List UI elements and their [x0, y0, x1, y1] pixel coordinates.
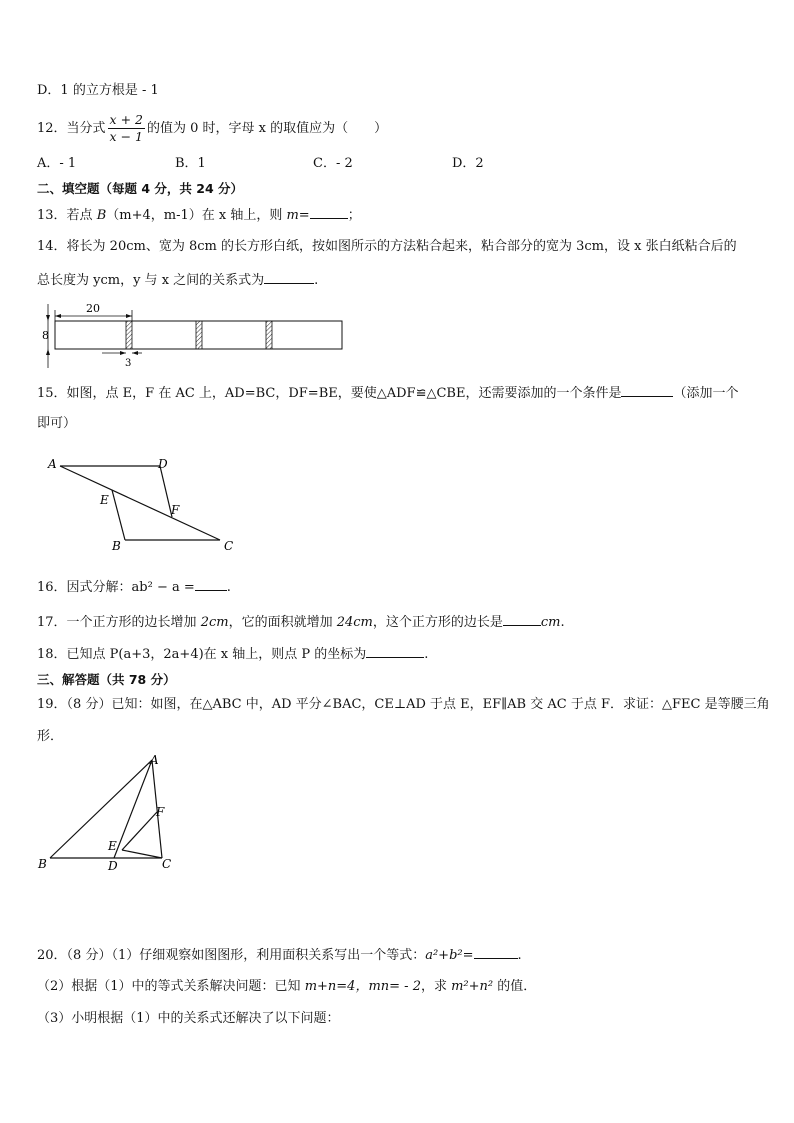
question-14-line-1: 14．将长为 20cm、宽为 8cm 的长方形白纸，按如图所示的方法粘合起来，粘合部分的宽为 3cm，设 x 张白纸粘合后的 [37, 239, 737, 254]
q17-unit: cm [540, 615, 561, 630]
q20-line-1-end: . [517, 948, 522, 963]
figure-14-paper-strip [36, 298, 348, 368]
question-20-line-2 [37, 978, 536, 996]
q12-numerator: x + 2 [109, 112, 143, 127]
q20-line-2-b: ，求 [420, 979, 452, 994]
question-14-line-2 [37, 271, 318, 290]
question-20-line-3: （3）小明根据（1）中的关系式还解决了以下问题： [37, 1011, 340, 1026]
q16-text: 16．因式分解：ab² − a = [37, 580, 195, 595]
section-3-title: 三、解答题（共 78 分） [37, 672, 176, 687]
q18-text: 18．已知点 P(a+3，2a+4)在 x 轴上，则点 P 的坐标为 [37, 647, 367, 662]
section-2-title: 二、填空题（每题 4 分，共 24 分） [37, 181, 244, 196]
q18-end: . [424, 647, 429, 662]
question-13 [37, 206, 361, 225]
point-D-label: D [108, 859, 118, 873]
q15-answer-blank [621, 384, 673, 397]
point-C-label: C [162, 857, 172, 871]
q20-equation: a²+b²= [425, 948, 474, 963]
q20-line-2-a: （2）根据（1）中的等式关系解决问题：已知 [37, 979, 305, 994]
question-20-line-1 [37, 946, 522, 965]
label-8: 8 [42, 329, 49, 342]
label-20: 20 [86, 302, 100, 315]
figure-19-triangle [34, 752, 184, 874]
q16-answer-blank [195, 578, 227, 591]
point-B-label: B [38, 857, 47, 871]
segment-AB [50, 760, 152, 858]
q20-line-2-c: 的值． [493, 979, 537, 994]
q16-end: . [226, 580, 231, 595]
point-F-label: F [156, 805, 165, 819]
q17-answer-blank [503, 613, 541, 626]
figure-15-parallelogram [40, 452, 250, 560]
q14-answer-blank [264, 271, 314, 284]
segment-AD [114, 760, 152, 858]
q14-line-2-end: . [314, 273, 319, 288]
point-A-label: A [150, 753, 159, 767]
q12-option-b: B．1 [175, 156, 206, 171]
dim-20-arrow-left [55, 314, 61, 318]
dim-3-arrow-left [120, 351, 126, 355]
q17-value-2: 24cm [336, 615, 373, 630]
q17-end: . [560, 615, 565, 630]
point-B-label: B [112, 539, 121, 553]
q17-value-1: 2cm [200, 615, 229, 630]
overlap-3 [266, 321, 272, 349]
q20-line-2-eq1: m+n=4，mn= - 2 [304, 979, 421, 994]
q12-option-a: A．- 1 [37, 156, 77, 171]
q13-text-d: ； [347, 208, 361, 223]
q12-fraction [108, 112, 145, 145]
q12-prefix: 12．当分式 [37, 121, 106, 136]
dim-20-arrow-right [126, 314, 132, 318]
point-D-label: D [158, 457, 168, 471]
q20-answer-blank [474, 946, 518, 959]
q13-var-m: m [286, 208, 299, 223]
q15-line-1-text: 15．如图，点 E，F 在 AC 上，AD=BC，DF=BE，要使△ADF≌△CBE，还需要添加的一个条件是 [37, 386, 622, 401]
point-A-label: A [48, 457, 57, 471]
q13-var-b: B [96, 208, 107, 223]
q13-text-a: 13．若点 [37, 208, 97, 223]
q12-option-c: C．- 2 [313, 156, 353, 171]
label-3: 3 [125, 358, 132, 368]
overlap-1 [126, 321, 132, 349]
point-E-label: E [108, 839, 117, 853]
q17-text-c: ，这个正方形的边长是 [372, 615, 503, 630]
question-19-line-2: 形． [37, 729, 64, 744]
q17-text-a: 17．一个正方形的边长增加 [37, 615, 201, 630]
point-F-label: F [171, 503, 180, 517]
q17-text-b: ，它的面积就增加 [228, 615, 337, 630]
question-17 [37, 613, 565, 632]
segment-EF [122, 812, 157, 850]
point-C-label: C [224, 539, 234, 553]
q12-suffix: 的值为 0 时，字母 x 的取值应为（ ） [146, 121, 388, 136]
dim-8-arrow-bottom [46, 349, 50, 355]
question-16 [37, 578, 231, 597]
q20-line-2-eq2: m²+n² [451, 979, 494, 994]
question-12 [37, 112, 387, 145]
q13-text-c: = [298, 208, 310, 223]
q12-denominator: x − 1 [109, 129, 143, 144]
segment-EB [112, 490, 125, 540]
point-E-label: E [100, 493, 109, 507]
question-19-line-1: 19．（8 分）已知：如图，在△ABC 中，AD 平分∠BAC，CE⊥AD 于点 E，EF∥AB 交 AC 于点 F．求证：△FEC 是等腰三角 [37, 697, 770, 712]
option-d-line: D．1 的立方根是 - 1 [37, 83, 159, 98]
q18-answer-blank [366, 645, 424, 658]
question-15-line-1 [37, 384, 738, 403]
segment-EC [122, 850, 162, 858]
q14-line-2-text: 总长度为 ycm，y 与 x 之间的关系式为 [37, 273, 265, 288]
dim-3-arrow-right [132, 351, 138, 355]
question-15-line-2: 即可） [37, 416, 77, 431]
q13-answer-blank [310, 206, 348, 219]
dim-8-arrow-top [46, 315, 50, 321]
q15-line-1-end: （添加一个 [673, 386, 739, 401]
q20-line-1-text: 20．（8 分）（1）仔细观察如图图形，利用面积关系写出一个等式： [37, 948, 426, 963]
q12-option-d: D．2 [452, 156, 484, 171]
overlap-2 [196, 321, 202, 349]
segment-AC [60, 466, 220, 540]
q13-text-b: （m+4，m-1）在 x 轴上，则 [106, 208, 287, 223]
question-18 [37, 645, 428, 664]
